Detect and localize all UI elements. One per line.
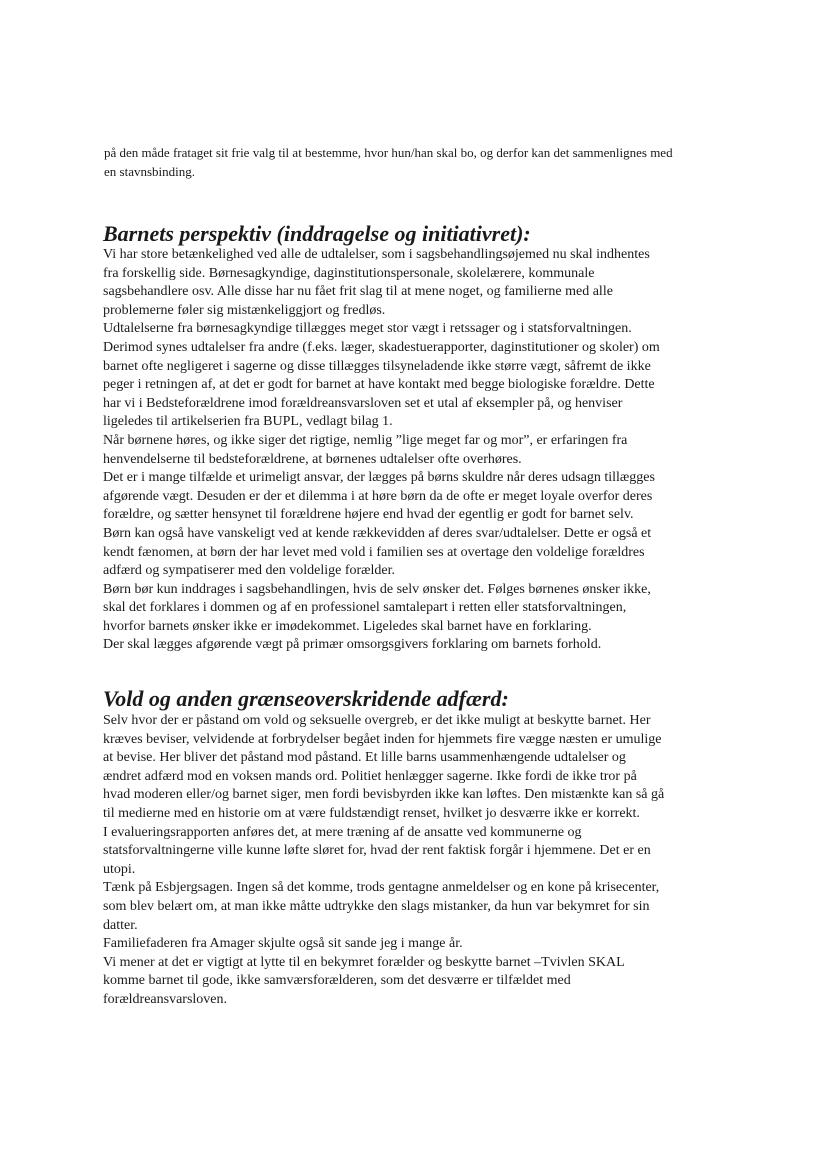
text-line: problemerne føler sig mistænkeliggjort og fredløs. [103, 302, 386, 318]
text-line: adfærd og sympatiserer med den voldelige forælder. [103, 563, 395, 579]
text-line: Familiefaderen fra Amager skjulte også sit sande jeg i mange år. [103, 936, 463, 952]
text-line: komme barnet til gode, ikke samværsforælderen, som det desværre er tilfældet med [103, 973, 571, 989]
text-line: kendt fænomen, at børn der har levet med vold i familien ses at overtage den voldelige forældres [103, 544, 645, 560]
text-line: Derimod synes udtalelser fra andre (f.eks. læger, skadestuerapporter, daginstitutioner og skoler) om [103, 339, 660, 355]
text-line: peger i retningen af, at det er godt for barnet at have kontakt med begge biologiske forældre. Dette [103, 377, 655, 393]
text-line: statsforvaltningerne ville kunne løfte sløret for, hvad der rent faktisk forgår i hjemmene. Det er en [103, 843, 651, 859]
text-line: ligeledes til artikelserien fra BUPL, vedlagt bilag 1. [103, 414, 393, 430]
text-line: Tænk på Esbjergsagen. Ingen så det komme, trods gentagne anmeldelser og en kone på krisecenter, [103, 880, 660, 896]
text-line: henvendelserne til bedsteforældrene, at børnenes udtalelser ofte overhøres. [103, 451, 522, 467]
text-line: har vi i Bedsteforældrene imod forældreansvarsloven set et utal af eksempler på, og henviser [103, 395, 623, 411]
text-line: utopi. [103, 861, 136, 877]
section-body-barnets-perspektiv [103, 246, 753, 655]
text-line: I evalueringsrapporten anføres det, at mere træning af de ansatte ved kommunerne og [103, 824, 582, 840]
text-line: forældre, og sætter hensynet til forældrene højere end hvad der egentlig er godt for barnet selv. [103, 507, 634, 523]
text-line: som blev belært om, at man ikke måtte udtrykke den slags mistanker, da hun var bekymret for sin [103, 898, 650, 914]
text-line: Vi mener at det er vigtigt at lytte til en bekymret forælder og beskytte barnet –Tvivlen SKAL [103, 954, 625, 970]
text-line: hvorfor barnets ønsker ikke er imødekommet. Ligeledes skal barnet have en forklaring. [103, 618, 592, 634]
text-line: fra forskellig side. Børnesagkyndige, daginstitutionspersonale, skolelærere, kommunale [103, 265, 595, 281]
text-line: hvad moderen eller/og barnet siger, men fordi bevisbyrden ikke kan løftes. Den mistænkte kan så gå [103, 787, 665, 803]
section-heading-barnets-perspektiv: Barnets perspektiv (inddragelse og initiativret): [103, 221, 531, 246]
text-line: datter. [103, 917, 138, 933]
text-line: Børn kan også have vanskeligt ved at kende rækkevidden af deres svar/udtalelser. Dette er også et [103, 525, 652, 541]
text-line: Udtalelserne fra børnesagkyndige tillægges meget stor vægt i retssager og i statsforvaltningen. [103, 321, 632, 337]
section-body-vold [103, 712, 753, 1010]
text-line: Selv hvor der er påstand om vold og seksuelle overgreb, er det ikke muligt at beskytte barnet. Her [103, 713, 651, 728]
text-line: skal det forklares i dommen og af en professionel samtalepart i retten eller statsforvaltningen, [103, 600, 627, 616]
text-line: Børn bør kun inddrages i sagsbehandlingen, hvis de selv ønsker det. Følges børnenes ønsker ikke, [103, 581, 651, 597]
text-line: forældreansvarsloven. [103, 991, 228, 1007]
text-line: at bevise. Her bliver det påstand mod påstand. Et lille barns usammenhængende udtalelser og [103, 750, 626, 766]
text-line: afgørende vægt. Desuden er der et dilemma i at høre børn da de ofte er meget loyale overfor deres [103, 488, 653, 504]
text-line: ændret adfærd mod en voksen mands ord. Politiet henlægger sagerne. Ikke fordi de ikke tror på [103, 768, 637, 784]
text-line: sagsbehandlere osv. Alle disse har nu fået frit slag til at mene noget, og familierne med alle [103, 284, 613, 300]
text-line: til medierne med en historie om at være fuldstændigt renset, hvilket jo desværre ikke er korrekt. [103, 805, 640, 821]
section-heading-vold: Vold og anden grænseoverskridende adfærd: [103, 686, 509, 711]
text-line: på den måde frataget sit frie valg til at bestemme, hvor hun/han skal bo, og derfor kan det sammenlignes med [104, 145, 673, 160]
intro-paragraph [104, 144, 754, 181]
text-line: Der skal lægges afgørende vægt på primær omsorgsgivers forklaring om barnets forhold. [103, 637, 602, 653]
text-line: Vi har store betænkelighed ved alle de udtalelser, som i sagsbehandlingsøjemed nu skal indhentes [103, 247, 650, 262]
text-line: en stavnsbinding. [104, 163, 195, 179]
text-line: barnet ofte negligeret i sagerne og disse tillægges tilsyneladende ikke større vægt, såfremt de ikke [103, 358, 651, 374]
text-line: Når børnene høres, og ikke siger det rigtige, nemlig ”lige meget far og mor”, er erfaringen fra [103, 432, 628, 448]
text-line: Det er i mange tilfælde et urimeligt ansvar, der lægges på børns skuldre når deres udsagn tillægges [103, 470, 655, 486]
text-line: kræves beviser, velvidende at forbrydelser begået inden for hjemmets fire vægge næsten er umulige [103, 731, 662, 747]
